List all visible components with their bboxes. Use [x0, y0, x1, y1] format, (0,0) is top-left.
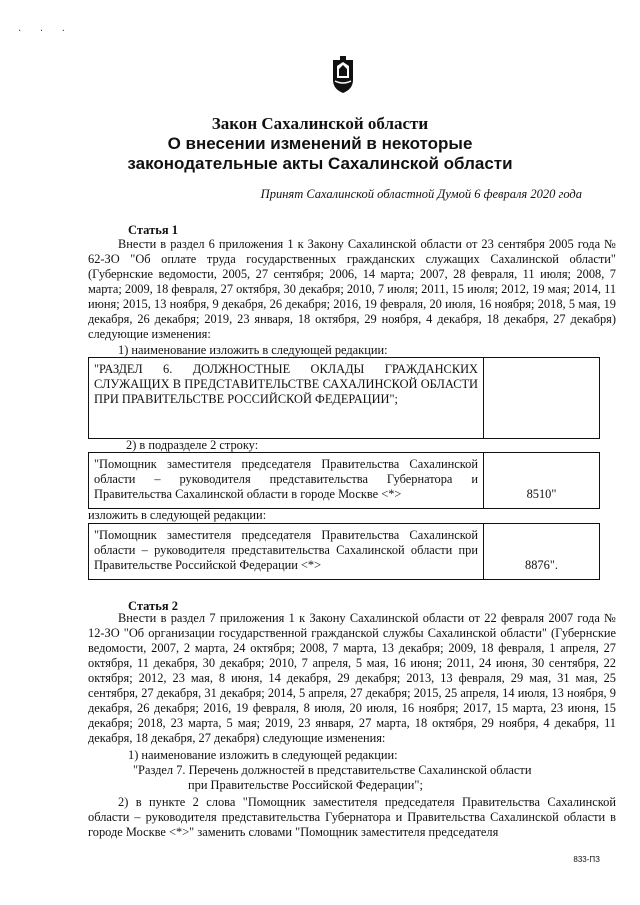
article-1-heading: Статья 1 [128, 223, 178, 237]
article-2-intro-text: Внести в раздел 7 приложения 1 к Закону Сахалинской области от 22 февраля 2007 года № 12-ЗО "Об организации государственной гражданской службы Сахалинской области" (Губернские ведомости, 2007, 2 марта, 24 октября; 2008, 7 марта, 13 декабря; 2009, 18 февраля, 1 апреля, 27 октября, 11 декабря, 30 декабря; 2010, 7 апреля, 5 мая, 16 июня; 2011, 24 июня, 30 сентября, 22 октября; 2012, 23 мая, 8 июня, 14 декабря, 29 декабря; 2013, 13 февраля, 29 мая, 31 мая, 25 сентября, 27 декабря, 31 декабря; 2014, 5 апреля, 27 декабря; 2015, 25 апреля, 14 июля, 13 ноября, 9 декабря, 26 декабря; 2016, 19 февраля, 8 июля, 20 июля, 16 ноября; 2017, 15 марта, 23 июня, 15 декабря; 2018, 23 марта, 5 мая; 2019, 23 января, 27 марта, 18 октября, 29 ноября, 4 декабря, 11 декабря, 18 декабря, 27 декабря) следующие изменения: [88, 611, 616, 745]
title-line-3: законодательные акты Сахалинской области [127, 154, 513, 173]
article-2-heading: Статья 2 [128, 599, 178, 613]
new-row-value: 8876". [525, 558, 558, 572]
old-row-box [88, 452, 600, 509]
old-row-text: "Помощник заместителя председателя Правительства Сахалинской области – руководителя представительства Губернатора и Правительства Сахалинской области в городе Москве <*> [89, 453, 484, 508]
adoption-note: Принят Сахалинской областной Думой 6 февраля 2020 года [260, 187, 582, 201]
sakhalin-coat-of-arms-icon [330, 54, 356, 94]
new-row-text: "Помощник заместителя председателя Правительства Сахалинской области – руководителя представительства Сахалинской области при Правительстве Российской Федерации <*> [89, 524, 484, 579]
new-section-title-box [88, 357, 600, 439]
old-row-value: 8510" [526, 487, 557, 501]
new-section-title-text: "РАЗДЕЛ 6. ДОЛЖНОСТНЫЕ ОКЛАДЫ ГРАЖДАНСКИХ СЛУЖАЩИХ В ПРЕДСТАВИТЕЛЬСТВЕ САХАЛИНСКОЙ ОБЛАСТИ ПРИ ПРАВИТЕЛЬСТВЕ РОССИЙСКОЙ ФЕДЕРАЦИИ"; [89, 358, 484, 438]
new-row-box [88, 523, 600, 580]
law-title [0, 114, 640, 174]
new-section-title-empty-cell [484, 358, 599, 438]
document-code: 833-ПЗ [573, 855, 600, 864]
article-1-intro-text: Внести в раздел 6 приложения 1 к Закону Сахалинской области от 23 сентября 2005 года № 62-ЗО "Об оплате труда государственных гражданских служащих Сахалинской области" (Губернские ведомости, 2005, 27 сентября; 2006, 14 марта; 2007, 28 февраля, 11 июля; 2008, 7 марта; 2009, 18 февраля, 27 октября, 30 декабря; 2010, 7 июля; 2011, 15 июля; 2012, 19 мая; 2014, 11 июня; 2015, 13 ноября, 9 декабря, 26 декабря; 2016, 19 февраля, 20 июля, 16 ноября; 2018, 5 мая, 19 декабря, 26 декабря; 2019, 23 января, 18 октября, 29 ноября, 4 декабря, 18 декабря, 27 декабря) следующие изменения: [88, 237, 617, 341]
replace-label: изложить в следующей редакции: [88, 508, 267, 522]
article-2-quote-line-2: при Правительстве Российской Федерации"; [188, 778, 423, 792]
article-1-item-2-label: 2) в подразделе 2 строку: [126, 438, 259, 452]
article-2-quote-line-1: "Раздел 7. Перечень должностей в представительстве Сахалинской области [133, 763, 532, 777]
scan-speckles: · · · [18, 26, 73, 37]
title-line-2: О внесении изменений в некоторые [167, 134, 473, 153]
article-2-intro [88, 611, 616, 746]
article-2-item-2 [88, 795, 616, 840]
article-1-item-1-label: 1) наименование изложить в следующей редакции: [118, 343, 388, 357]
article-1-intro [88, 237, 616, 342]
article-2-item-2-text: 2) в пункте 2 слова "Помощник заместителя председателя Правительства Сахалинской области – руководителя представительства Губернатора и Правительства Сахалинской области в городе Москве <*>" заменить словами "Помощник заместителя председателя [88, 795, 616, 839]
article-2-item-1-label: 1) наименование изложить в следующей редакции: [128, 748, 398, 762]
title-line-1: Закон Сахалинской области [211, 114, 429, 133]
